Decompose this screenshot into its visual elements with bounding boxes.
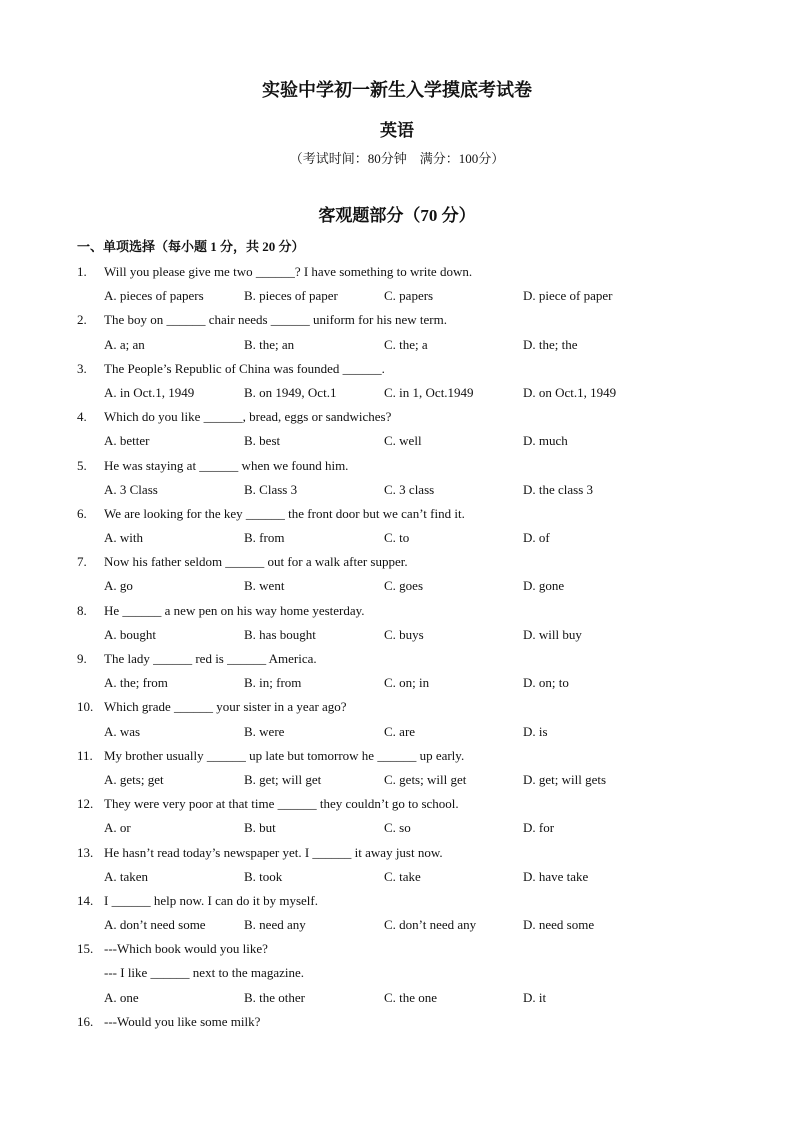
- answer-option-c[interactable]: C. papers: [384, 288, 434, 304]
- answer-option-c[interactable]: C. on; in: [384, 675, 430, 691]
- part-title: 客观题部分（70 分）: [318, 206, 476, 225]
- option-row: [0, 286, 794, 310]
- answer-option-a[interactable]: A. the; from: [104, 675, 168, 691]
- question-item: [0, 504, 794, 552]
- subject-title: 英语: [380, 121, 414, 140]
- question-item: [0, 891, 794, 939]
- question-number: 2.: [77, 312, 87, 328]
- answer-option-d[interactable]: D. it: [523, 989, 547, 1005]
- answer-option-c[interactable]: C. so: [384, 820, 411, 836]
- question-line: [0, 746, 794, 770]
- question-line: [0, 407, 794, 431]
- question-line: [0, 601, 794, 625]
- question-number: 1.: [77, 264, 87, 279]
- answer-option-b[interactable]: B. from: [244, 530, 285, 546]
- question-line: [0, 843, 794, 867]
- question-line: [0, 1012, 794, 1036]
- answer-option-a[interactable]: A. in Oct.1, 1949: [104, 384, 195, 400]
- answer-option-a[interactable]: A. go: [104, 578, 133, 594]
- question-item: [0, 359, 794, 407]
- answer-option-b[interactable]: B. took: [244, 868, 283, 884]
- question-stem: Which do you like ______, bread, eggs or sandwiches?: [104, 409, 392, 425]
- answer-option-d[interactable]: D. the; the: [523, 336, 578, 352]
- exam-title: 实验中学初一新生入学摸底考试卷: [262, 80, 532, 100]
- question-number: 14.: [77, 892, 94, 908]
- answer-option-d[interactable]: D. will buy: [523, 626, 582, 642]
- option-row: [0, 576, 794, 600]
- option-row: [0, 625, 794, 649]
- question-stem: My brother usually ______ up late but tomorrow he ______ up early.: [104, 747, 465, 763]
- question-item: [0, 456, 794, 504]
- answer-option-b[interactable]: B. get; will get: [244, 771, 322, 787]
- question-item: [0, 843, 794, 891]
- option-row: [0, 915, 794, 939]
- answer-option-a[interactable]: A. bought: [104, 626, 156, 642]
- question-line: [0, 963, 794, 987]
- answer-option-a[interactable]: A. better: [104, 433, 150, 449]
- question-number: 11.: [77, 747, 93, 763]
- question-line: [0, 456, 794, 480]
- answer-option-c[interactable]: C. to: [384, 530, 410, 546]
- answer-option-d[interactable]: D. the class 3: [523, 481, 594, 497]
- question-stem: Will you please give me two ______? I have something to write down.: [104, 264, 473, 279]
- answer-option-c[interactable]: C. the; a: [384, 336, 428, 352]
- question-line: [0, 552, 794, 576]
- question-line: [0, 262, 794, 286]
- answer-option-d[interactable]: D. for: [523, 820, 555, 836]
- question-item: [0, 697, 794, 745]
- question-item: [0, 649, 794, 697]
- answer-option-a[interactable]: A. or: [104, 820, 131, 836]
- answer-option-d[interactable]: D. have take: [523, 868, 589, 884]
- answer-option-b[interactable]: B. on 1949, Oct.1: [244, 384, 337, 400]
- answer-option-b[interactable]: B. went: [244, 578, 285, 594]
- question-item: [0, 552, 794, 600]
- answer-option-b[interactable]: B. the; an: [244, 336, 295, 352]
- answer-option-b[interactable]: B. best: [244, 433, 281, 449]
- question-item: [0, 407, 794, 455]
- option-row: [0, 722, 794, 746]
- question-number: 10.: [77, 699, 94, 715]
- question-line: [0, 310, 794, 334]
- question-line: [0, 359, 794, 383]
- answer-option-a[interactable]: A. with: [104, 530, 143, 546]
- question-line: [0, 891, 794, 915]
- question-stem: ---Which book would you like?: [104, 941, 268, 957]
- question-stem: The boy on ______ chair needs ______ uniform for his new term.: [104, 312, 447, 328]
- question-number: 4.: [77, 409, 87, 425]
- answer-option-d[interactable]: D. piece of paper: [523, 288, 613, 304]
- option-row: [0, 335, 794, 359]
- question-stem: The lady ______ red is ______ America.: [104, 651, 317, 666]
- option-row: [0, 528, 794, 552]
- answer-option-a[interactable]: A. taken: [104, 868, 149, 884]
- answer-option-b[interactable]: B. in; from: [244, 675, 302, 691]
- answer-option-c[interactable]: C. gets; will get: [384, 771, 467, 787]
- answer-option-d[interactable]: D. gone: [523, 578, 565, 594]
- question-number: 15.: [77, 941, 94, 957]
- answer-option-c[interactable]: C. goes: [384, 578, 423, 594]
- answer-option-a[interactable]: A. don’t need some: [104, 917, 206, 933]
- question-number: 13.: [77, 844, 94, 860]
- answer-option-c[interactable]: C. the one: [384, 989, 438, 1005]
- answer-option-b[interactable]: B. has bought: [244, 626, 316, 642]
- question-stem: --- I like ______ next to the magazine.: [104, 965, 304, 981]
- answer-option-a[interactable]: A. pieces of papers: [104, 288, 204, 304]
- question-item: [0, 1012, 794, 1036]
- answer-option-c[interactable]: C. take: [384, 868, 421, 884]
- answer-option-c[interactable]: C. in 1, Oct.1949: [384, 384, 474, 400]
- question-list: [0, 262, 794, 1036]
- answer-option-a[interactable]: A. was: [104, 723, 141, 739]
- option-row: [0, 770, 794, 794]
- option-row: [0, 867, 794, 891]
- answer-option-b[interactable]: B. were: [244, 723, 285, 739]
- question-line: [0, 504, 794, 528]
- answer-option-b[interactable]: B. pieces of paper: [244, 288, 338, 304]
- answer-option-c[interactable]: C. buys: [384, 626, 424, 642]
- answer-option-a[interactable]: A. a; an: [104, 336, 145, 352]
- answer-option-b[interactable]: B. the other: [244, 989, 306, 1005]
- option-row: [0, 988, 794, 1012]
- question-number: 3.: [77, 360, 87, 376]
- question-item: [0, 310, 794, 358]
- option-row: [0, 431, 794, 455]
- question-number: 12.: [77, 796, 94, 812]
- question-stem: They were very poor at that time ______ they couldn’t go to school.: [104, 796, 459, 812]
- answer-option-d[interactable]: D. much: [523, 433, 568, 449]
- question-number: 7.: [77, 554, 87, 570]
- question-number: 6.: [77, 505, 87, 521]
- option-row: [0, 383, 794, 407]
- question-stem: He ______ a new pen on his way home yesterday.: [104, 602, 365, 618]
- answer-option-d[interactable]: D. of: [523, 530, 550, 546]
- question-item: [0, 794, 794, 842]
- answer-option-b[interactable]: B. need any: [244, 917, 306, 933]
- question-stem: We are looking for the key ______ the front door but we can’t find it.: [104, 505, 465, 521]
- answer-option-d[interactable]: D. is: [523, 723, 548, 739]
- question-item: [0, 939, 794, 1012]
- question-item: [0, 601, 794, 649]
- question-stem: I ______ help now. I can do it by myself.: [104, 892, 318, 908]
- question-stem: Which grade ______ your sister in a year ago?: [104, 699, 347, 715]
- question-number: 9.: [77, 651, 87, 666]
- answer-option-d[interactable]: D. get; will gets: [523, 771, 607, 787]
- question-line: [0, 697, 794, 721]
- question-stem: He hasn’t read today’s newspaper yet. I ______ it away just now.: [104, 844, 443, 860]
- exam-info: （考试时间：80分钟 满分：100分）: [289, 151, 505, 166]
- section-heading: 一、单项选择（每小题 1 分，共 20 分）: [77, 239, 305, 254]
- answer-option-d[interactable]: D. on; to: [523, 675, 569, 691]
- option-row: [0, 818, 794, 842]
- question-stem: The People’s Republic of China was founded ______.: [104, 360, 385, 376]
- question-line: [0, 649, 794, 673]
- question-item: [0, 746, 794, 794]
- answer-option-a[interactable]: A. one: [104, 989, 139, 1005]
- question-number: 16.: [77, 1013, 94, 1029]
- answer-option-b[interactable]: B. but: [244, 820, 276, 836]
- answer-option-c[interactable]: C. 3 class: [384, 481, 435, 497]
- question-line: [0, 794, 794, 818]
- question-stem: ---Would you like some milk?: [104, 1013, 261, 1029]
- answer-option-c[interactable]: C. are: [384, 723, 416, 739]
- answer-option-d[interactable]: D. on Oct.1, 1949: [523, 384, 617, 400]
- question-number: 5.: [77, 457, 87, 473]
- question-line: [0, 939, 794, 963]
- question-stem: Now his father seldom ______ out for a walk after supper.: [104, 554, 408, 570]
- option-row: [0, 480, 794, 504]
- option-row: [0, 673, 794, 697]
- answer-option-c[interactable]: C. don’t need any: [384, 917, 477, 933]
- question-number: 8.: [77, 602, 87, 618]
- question-item: [0, 262, 794, 310]
- answer-option-a[interactable]: A. gets; get: [104, 771, 164, 787]
- question-stem: He was staying at ______ when we found him.: [104, 457, 349, 473]
- answer-option-c[interactable]: C. well: [384, 433, 422, 449]
- answer-option-d[interactable]: D. need some: [523, 917, 595, 933]
- answer-option-b[interactable]: B. Class 3: [244, 481, 298, 497]
- answer-option-a[interactable]: A. 3 Class: [104, 481, 158, 497]
